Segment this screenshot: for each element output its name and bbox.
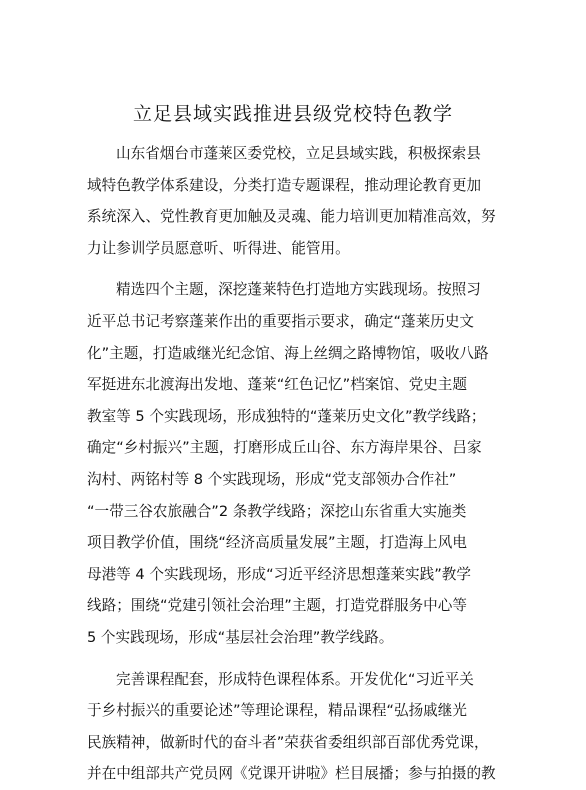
text-line: 近平总书记考察蓬莱作出的重要指示要求，确定“蓬莱历史文	[87, 312, 475, 330]
text-line: “一带三谷农旅融合”2 条教学线路；深挖山东省重大实施类	[87, 502, 467, 520]
paragraph-spacer	[87, 264, 507, 274]
text-line: 5 个实践现场，形成“基层社会治理”教学线路。	[87, 628, 394, 646]
text-line: 军挺进东北渡海出发地、蓬莱“红色记忆”档案馆、党史主题	[87, 376, 467, 394]
text-line: 系统深入、党性教育更加触及灵魂、能力培训更加精准高效，努	[87, 208, 496, 226]
text-line: 化”主题，打造戚继光纪念馆、海上丝绸之路博物馆，吸收八路	[87, 344, 489, 362]
document-body	[87, 138, 507, 790]
text-line: 母港等 4 个实践现场，形成“习近平经济思想蓬莱实践”教学	[87, 565, 471, 583]
text-line: 精选四个主题，深挖蓬莱特色打造地方实践现场。按照习	[116, 281, 481, 299]
text-line: 项目教学价值，围绕“经济高质量发展”主题，打造海上风电	[87, 534, 467, 552]
text-line: 线路；围绕“党建引领社会治理”主题，打造党群服务中心等	[87, 597, 467, 615]
paragraph	[87, 138, 507, 264]
text-line: 域特色教学体系建设，分类打造专题课程，推动理论教育更加	[87, 176, 482, 194]
text-line: 确定“乡村振兴”主题，打磨形成丘山谷、东方海岸果谷、吕家	[87, 439, 482, 457]
text-line: 教室等 5 个实践现场，形成独特的“蓬莱历史文化”教学线路；	[87, 407, 486, 425]
paragraph	[87, 664, 507, 790]
text-line: 完善课程配套，形成特色课程体系。开发优化“习近平关	[116, 670, 474, 688]
text-line: 山东省烟台市蓬莱区委党校，立足县域实践，积极探索县	[116, 145, 481, 162]
paragraph	[87, 274, 507, 653]
text-line: 并在中组部共产党员网《党课开讲啦》栏目展播；参与拍摄的教	[87, 765, 496, 783]
text-line: 力让参训学员愿意听、听得进、能管用。	[87, 239, 350, 257]
paragraph-spacer	[87, 654, 507, 664]
text-line: 于乡村振兴的重要论述”等理论课程，精品课程“弘扬戚继光	[87, 702, 467, 720]
text-line: 沟村、两铭村等 8 个实践现场，形成“党支部领办合作社”	[87, 470, 457, 488]
document-title: 立足县域实践推进县级党校特色教学	[132, 103, 453, 125]
text-line: 民族精神，做新时代的奋斗者”荣获省委组织部百部优秀党课，	[87, 733, 489, 751]
